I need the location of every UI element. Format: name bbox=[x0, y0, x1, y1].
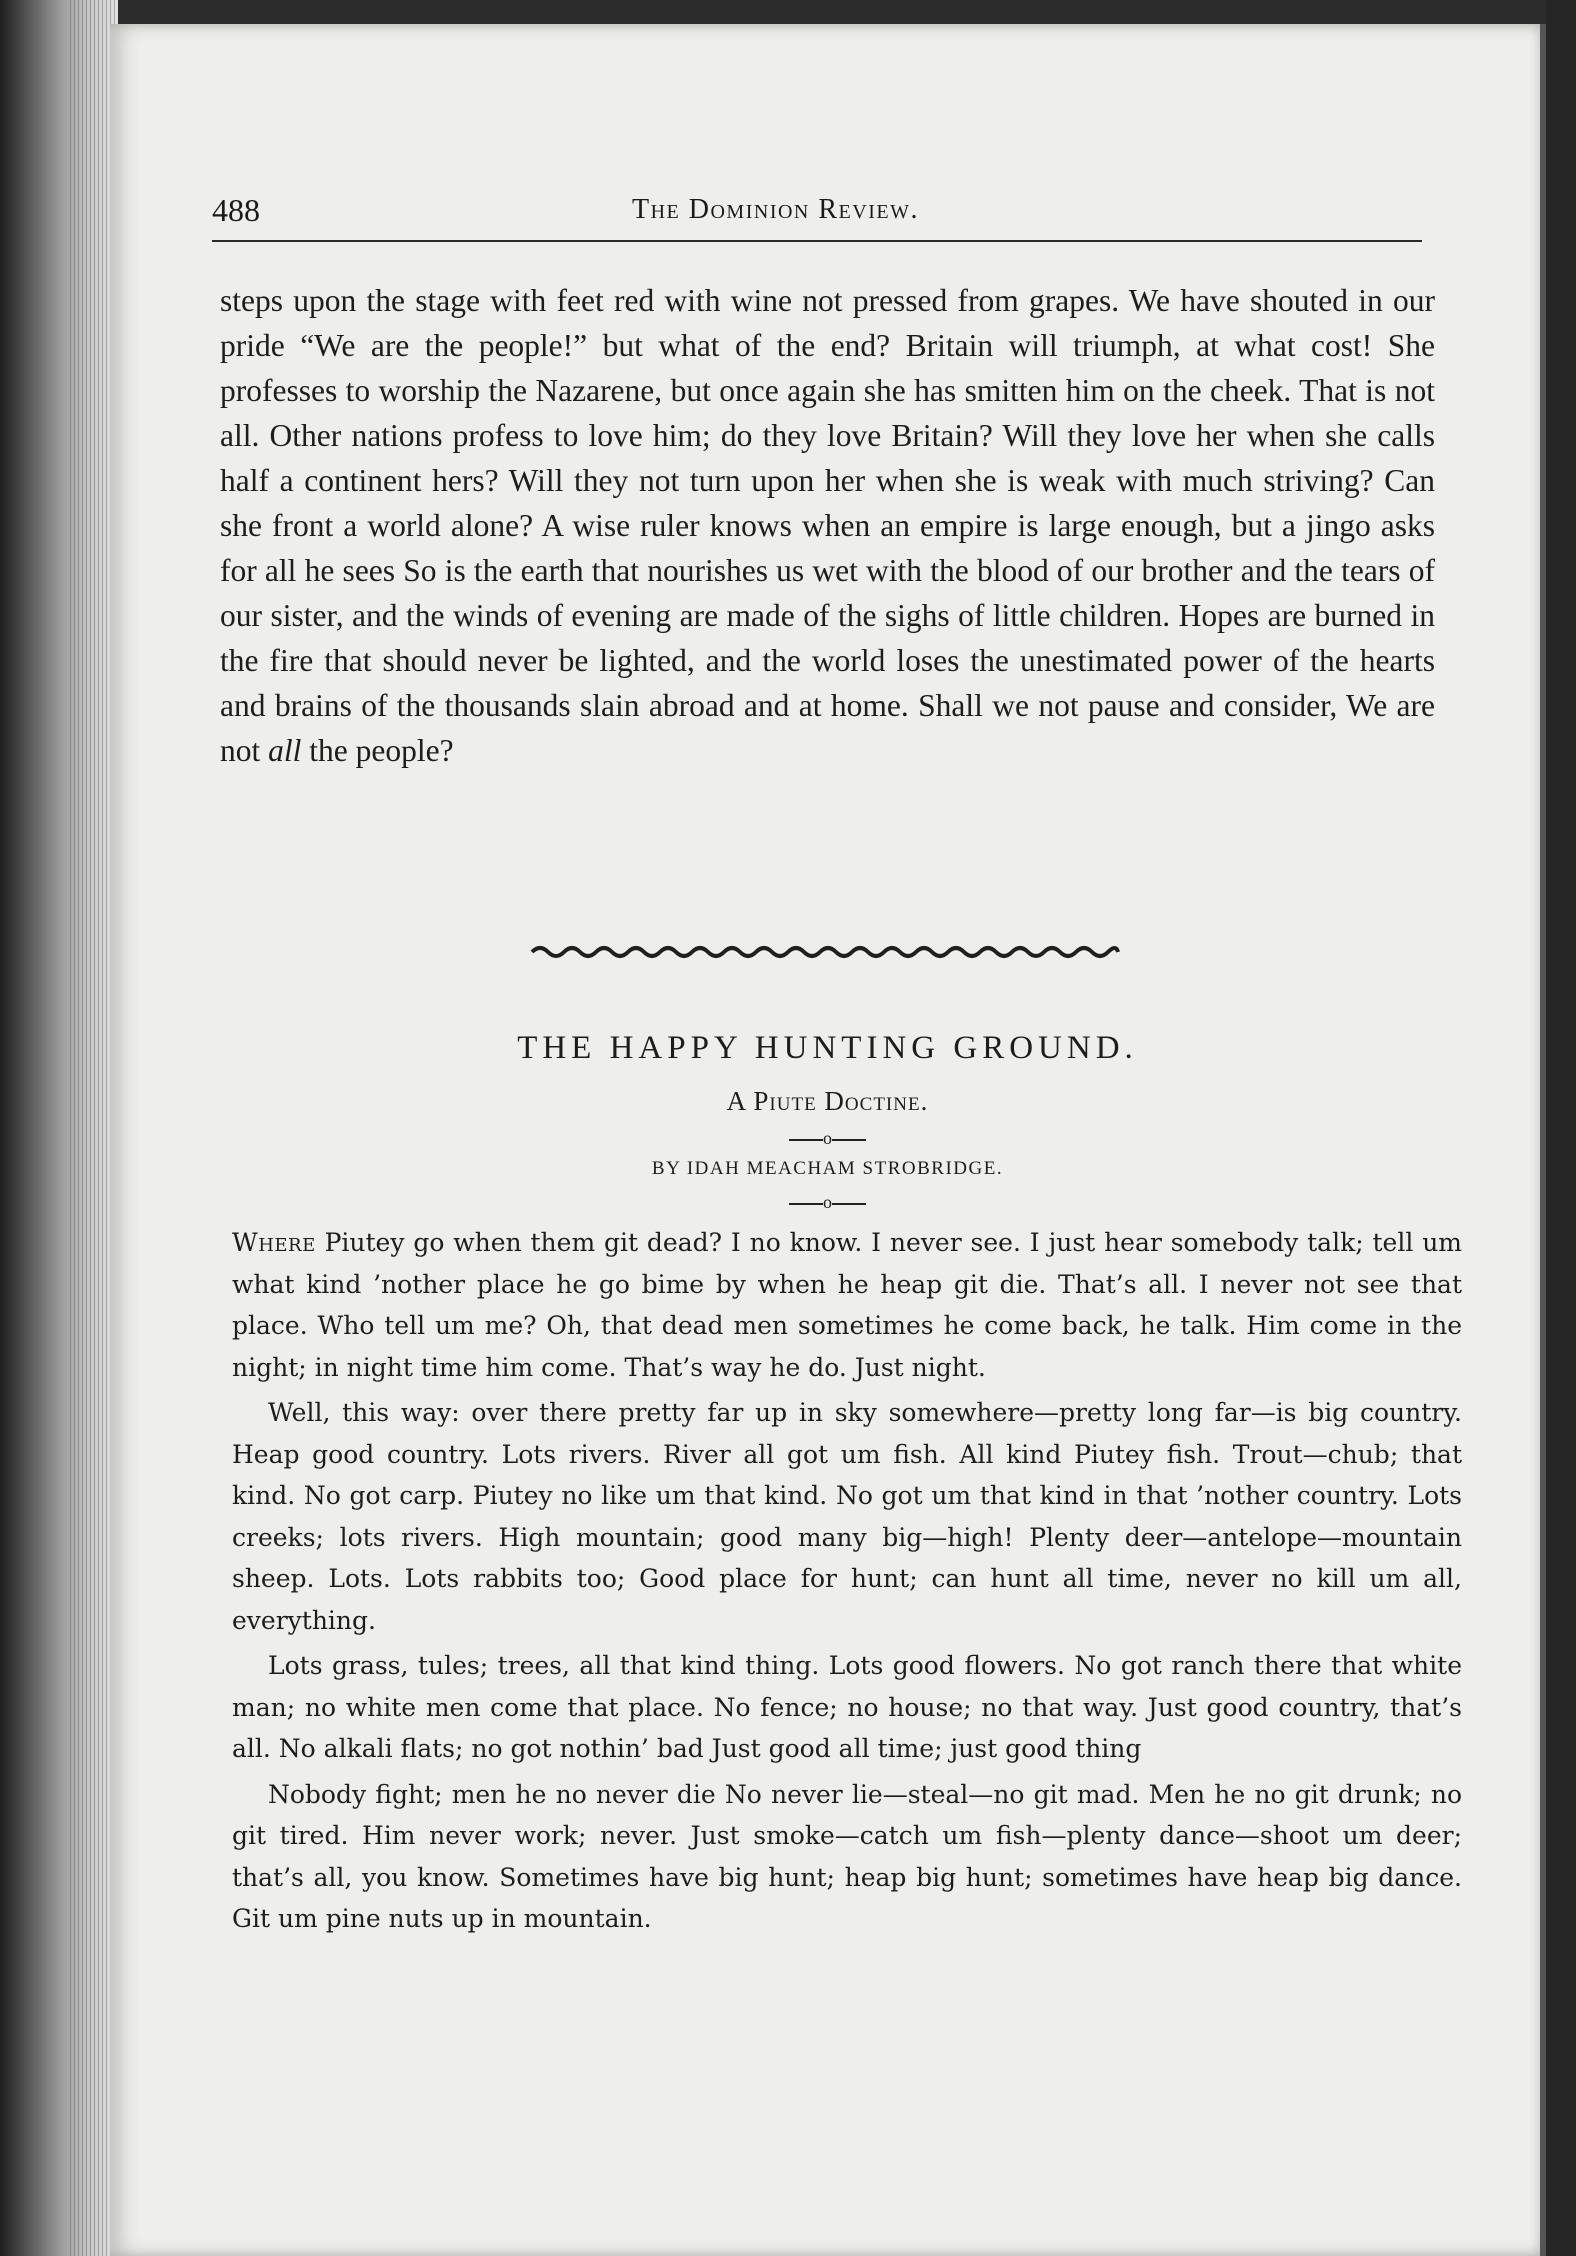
lead-word: Where bbox=[232, 1228, 316, 1257]
separator-dash bbox=[832, 1139, 866, 1141]
article-body bbox=[232, 1222, 1462, 1944]
page-number: 488 bbox=[212, 192, 260, 228]
essay-paragraph bbox=[220, 278, 1435, 773]
header-rule bbox=[212, 240, 1422, 242]
separator-dash bbox=[789, 1203, 823, 1205]
article-paragraph-text: Piutey go when them git dead? I no know. I never see. I just hear somebody talk; tell um what kind ’nother place he go bime by when he heap git die. That’s all. I never not see that place. Who tell um me? Oh, that dead men sometimes he come back, he talk. Him come in the night; in night time him come. That’s way he do. Just night. bbox=[232, 1228, 1462, 1382]
essay-italic-word: all bbox=[268, 733, 302, 768]
article-paragraph: Well, this way: over there pretty far up in sky somewhere—pretty long far—is big country. Heap good country. Lots rivers. River all got um fish. All kind Piutey fish. Trout—chub; that kind. No got carp. Piutey no like um that kind. No got um that kind in that ’nother country. Lots creeks; lots rivers. High mountain; good many big—high! Plenty deer—antelope—mountain sheep. Lots. Lots rabbits too; Good place for hunt; can hunt all time, never no kill um all, everything. bbox=[232, 1398, 1462, 1635]
running-head: The Dominion Review. bbox=[632, 194, 919, 225]
title-separator bbox=[220, 1128, 1435, 1148]
separator-dash bbox=[789, 1139, 823, 1141]
article-title: THE HAPPY HUNTING GROUND. bbox=[517, 1030, 1138, 1066]
scan-right-border bbox=[1546, 0, 1576, 2256]
article-paragraph: Lots grass, tules; trees, all that kind thing. Lots good flowers. No got ranch there that white man; no white men come that place. No fence; no house; no that way. Just good country, that’s all. No alkali flats; no got nothin’ bad Just good all time; just good thing bbox=[232, 1651, 1462, 1763]
separator-mark: o bbox=[823, 1128, 832, 1148]
essay-text: steps upon the stage with feet red with wine not pressed from grapes. We have shouted in our pride “We are the people!” but what of the end? Britain will triumph, at what cost! She professes to worship the Nazarene, but once again she has smitten him on the cheek. That is not all. Other nations profess to love him; do they love Britain? Will they love her when she calls half a continent hers? Will they not turn upon her when she is weak with much striving? Can she front a world alone? A wise ruler knows when an empire is large enough, but a jingo asks for all he sees So is the earth that nourishes us wet with the blood of our brother and the tears of our sister, and the winds of evening are made of the sighs of little children. Hopes are burned in the fire that should never be lighted, and the world loses the unestimated power of the hearts and brains of the thousands slain abroad and at home. Shall we not pause and consider, We are not bbox=[220, 283, 1435, 768]
article-subtitle: A Piute Doctine. bbox=[726, 1086, 929, 1116]
separator-mark: o bbox=[823, 1192, 832, 1212]
article-paragraph bbox=[232, 1222, 1462, 1388]
wavy-section-divider bbox=[530, 938, 1120, 966]
essay-text-end: the people? bbox=[301, 733, 454, 768]
essay-continuation bbox=[220, 278, 1435, 773]
article-byline: BY IDAH MEACHAM STROBRIDGE. bbox=[651, 1158, 1004, 1179]
page-header bbox=[212, 192, 1422, 232]
separator-dash bbox=[832, 1203, 866, 1205]
byline-separator bbox=[220, 1192, 1435, 1212]
article-paragraph: Nobody fight; men he no never die No never lie—steal—no git mad. Men he no git drunk; no git tired. Him never work; never. Just smoke—catch um fish—plenty dance—shoot um deer; that’s all, you know. Sometimes have big hunt; heap big hunt; sometimes have heap big dance. Git um pine nuts up in mountain. bbox=[232, 1779, 1462, 1933]
